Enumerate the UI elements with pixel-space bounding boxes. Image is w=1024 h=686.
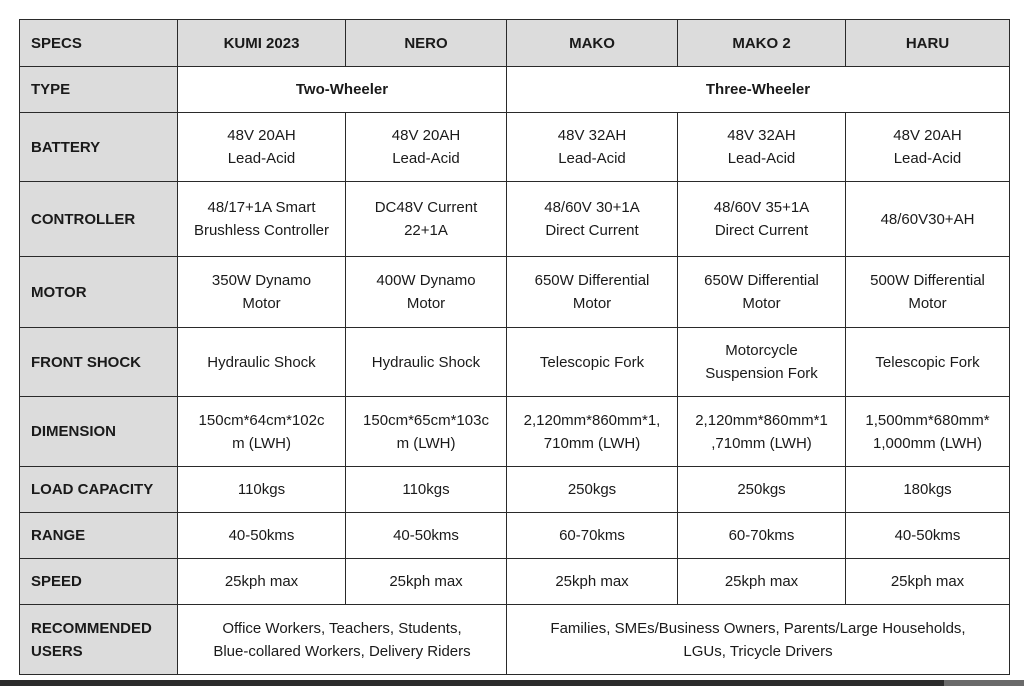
cell-line: Hydraulic Shock: [371, 353, 481, 371]
cell-dimension-nero: [346, 397, 507, 467]
row-front-shock: [20, 328, 1010, 397]
cell-motor-mako2: [678, 257, 846, 328]
cell-load-kumi: [178, 467, 346, 513]
cell-controller-mako2: [678, 182, 846, 257]
cell-line: Lead-Acid: [727, 150, 796, 167]
cell-line: Telescopic Fork: [875, 353, 980, 371]
cell-battery-nero: [346, 113, 507, 182]
cell-line: 25kph max: [224, 573, 299, 590]
cell-dimension-mako: [507, 397, 678, 467]
cell-battery-kumi: [178, 113, 346, 182]
cell-range-mako: [507, 513, 678, 559]
cell-line: Motor: [742, 295, 781, 312]
cell-speed-mako: [507, 559, 678, 605]
cell-line: 48V 32AH: [557, 127, 627, 144]
cell-line: Lead-Acid: [227, 150, 296, 167]
cell-line: 2,120mm*860mm*1: [695, 411, 828, 429]
row-range: [20, 513, 1010, 559]
cell-line: 22+1A: [404, 222, 448, 239]
row-battery: [20, 113, 1010, 182]
cell-range-haru: [846, 513, 1010, 559]
cell-range-mako2: [678, 513, 846, 559]
cell-front-shock-nero: [346, 328, 507, 397]
cell-line: RECOMMENDED: [31, 619, 152, 637]
cell-speed-kumi: [178, 559, 346, 605]
cell-load-nero: [346, 467, 507, 513]
cell-line: DC48V Current: [374, 199, 478, 216]
row-label-dimension: DIMENSION: [20, 397, 178, 467]
cell-motor-haru: [846, 257, 1010, 328]
cell-line: 400W Dynamo: [376, 272, 476, 289]
cell-line: 250kgs: [737, 481, 786, 498]
cell-line: 250kgs: [567, 481, 617, 498]
cell-line: 710mm (LWH): [543, 434, 641, 452]
row-label-controller: CONTROLLER: [20, 182, 178, 257]
cell-load-haru: [846, 467, 1010, 513]
col-header-kumi-2023: KUMI 2023: [178, 20, 346, 67]
cell-line: 180kgs: [903, 481, 952, 498]
cell-line: 650W Differential: [704, 272, 819, 289]
cell-controller-kumi: [178, 182, 346, 257]
row-label-speed: SPEED: [20, 559, 178, 605]
cell-line: 1,000mm (LWH): [873, 434, 982, 452]
cell-line: 350W Dynamo: [211, 272, 312, 289]
specs-table: [19, 19, 1010, 675]
cell-front-shock-kumi: [178, 328, 346, 397]
col-header-nero: NERO: [346, 20, 507, 67]
row-load-capacity: [20, 467, 1010, 513]
cell-recommended-three-wheeler: [507, 605, 1010, 675]
cell-line: 48V 20AH: [391, 127, 461, 144]
cell-line: Lead-Acid: [392, 150, 460, 167]
cell-line: 500W Differential: [870, 272, 985, 289]
row-recommended-users: [20, 605, 1010, 675]
cell-line: 48/60V 30+1A: [544, 199, 640, 216]
cell-line: 2,120mm*860mm*1,: [523, 411, 661, 429]
row-label-recommended-users: [20, 605, 178, 675]
row-speed: [20, 559, 1010, 605]
cell-line: Families, SMEs/Business Owners, Parents/Large Households,: [550, 619, 966, 637]
cell-line: m (LWH): [232, 434, 291, 452]
cell-line: 1,500mm*680mm*: [865, 411, 990, 429]
cell-line: 150cm*65cm*103c: [363, 411, 489, 429]
cell-line: Lead-Acid: [893, 150, 962, 167]
cell-line: ,710mm (LWH): [711, 434, 812, 452]
row-label-range: RANGE: [20, 513, 178, 559]
cell-battery-haru: [846, 113, 1010, 182]
cell-line: LGUs, Tricycle Drivers: [683, 642, 833, 660]
cell-front-shock-mako2: [678, 328, 846, 397]
cell-line: 25kph max: [555, 573, 629, 590]
cell-line: Suspension Fork: [705, 365, 818, 382]
cell-line: Telescopic Fork: [539, 353, 645, 371]
cell-line: Hydraulic Shock: [207, 353, 316, 371]
cell-line: Office Workers, Teachers, Students,: [222, 619, 462, 637]
row-motor: [20, 257, 1010, 328]
cell-line: Motor: [908, 295, 947, 312]
cell-line: 40-50kms: [228, 527, 295, 544]
cell-line: Blue-collared Workers, Delivery Riders: [213, 642, 471, 660]
row-label-battery: BATTERY: [20, 113, 178, 182]
cell-line: 40-50kms: [894, 527, 961, 544]
cell-motor-nero: [346, 257, 507, 328]
cell-line: m (LWH): [396, 434, 456, 452]
row-dimension: [20, 397, 1010, 467]
cell-front-shock-mako: [507, 328, 678, 397]
cell-line: 25kph max: [724, 573, 799, 590]
cell-motor-kumi: [178, 257, 346, 328]
cell-dimension-haru: [846, 397, 1010, 467]
cell-load-mako2: [678, 467, 846, 513]
cell-line: Direct Current: [545, 222, 639, 239]
cell-line: 110kgs: [402, 481, 450, 498]
cell-line: Direct Current: [714, 222, 809, 239]
cell-line: 48V 20AH: [893, 127, 962, 144]
cell-line: 48V 20AH: [227, 127, 296, 144]
col-header-haru: HARU: [846, 20, 1010, 67]
row-label-load-capacity: LOAD CAPACITY: [20, 467, 178, 513]
cell-speed-nero: [346, 559, 507, 605]
bottom-border-rule: [0, 680, 1024, 686]
cell-line: 25kph max: [890, 573, 965, 590]
col-header-mako-2: MAKO 2: [678, 20, 846, 67]
cell-line: USERS: [31, 642, 83, 660]
cell-dimension-kumi: [178, 397, 346, 467]
cell-dimension-mako2: [678, 397, 846, 467]
row-label-front-shock: FRONT SHOCK: [20, 328, 178, 397]
cell-line: Motor: [406, 295, 446, 312]
cell-line: 48V 32AH: [727, 127, 796, 144]
cell-recommended-two-wheeler: [178, 605, 507, 675]
type-three-wheeler: Three-Wheeler: [507, 67, 1010, 113]
cell-line: 48/60V30+AH: [880, 210, 975, 228]
header-row: [20, 20, 1010, 67]
cell-range-nero: [346, 513, 507, 559]
row-label-type: TYPE: [20, 67, 178, 113]
row-type: [20, 67, 1010, 113]
cell-load-mako: [507, 467, 678, 513]
cell-controller-haru: [846, 182, 1010, 257]
cell-controller-mako: [507, 182, 678, 257]
cell-controller-nero: [346, 182, 507, 257]
cell-line: Motor: [572, 295, 612, 312]
cell-battery-mako2: [678, 113, 846, 182]
cell-line: Brushless Controller: [193, 222, 330, 239]
col-header-specs: SPECS: [20, 20, 178, 67]
cell-battery-mako: [507, 113, 678, 182]
type-two-wheeler: Two-Wheeler: [178, 67, 507, 113]
cell-motor-mako: [507, 257, 678, 328]
cell-line: 48/60V 35+1A: [713, 199, 810, 216]
cell-line: 650W Differential: [534, 272, 650, 289]
cell-speed-haru: [846, 559, 1010, 605]
cell-line: Lead-Acid: [558, 150, 626, 167]
cell-line: 25kph max: [389, 573, 463, 590]
cell-speed-mako2: [678, 559, 846, 605]
row-label-motor: MOTOR: [20, 257, 178, 328]
cell-line: Motorcycle: [725, 342, 798, 359]
cell-line: 48/17+1A Smart: [207, 199, 316, 216]
cell-front-shock-haru: [846, 328, 1010, 397]
cell-line: 60-70kms: [559, 527, 625, 544]
cell-line: Motor: [242, 295, 281, 312]
cell-line: 150cm*64cm*102c: [198, 411, 325, 429]
cell-line: 110kgs: [237, 481, 286, 498]
cell-line: 40-50kms: [393, 527, 459, 544]
col-header-mako: MAKO: [507, 20, 678, 67]
row-controller: [20, 182, 1010, 257]
cell-line: 60-70kms: [728, 527, 795, 544]
cell-range-kumi: [178, 513, 346, 559]
